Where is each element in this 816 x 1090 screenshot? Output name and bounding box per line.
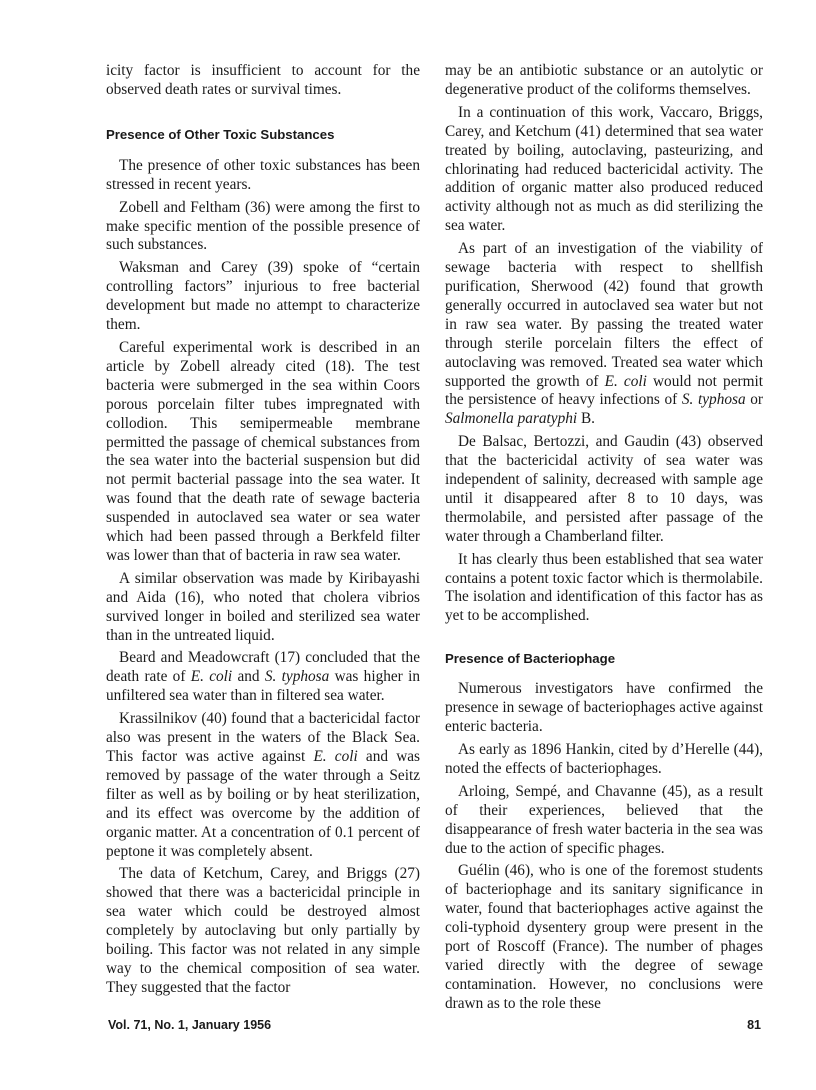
paragraph: Zobell and Feltham (36) were among the first to make specific mention of the possible presence of such substances. xyxy=(106,198,420,254)
paragraph: Arloing, Sempé, and Chavanne (45), as a result of their experiences, believed that the disappearance of fresh water bacteria in the sea was due to the action of specific phages. xyxy=(445,782,763,857)
paragraph: In a continuation of this work, Vaccaro, Briggs, Carey, and Ketchum (41) determined that sea water treated by boiling, autoclaving, pasteurizing, and chlorinating had reduced bactericidal activity. The addition of organic matter also produced reduced activity although not as much as did sterilizing the sea water. xyxy=(445,103,763,235)
paragraph: Numerous investigators have confirmed the presence in sewage of bacteriophages active against enteric bacteria. xyxy=(445,680,763,736)
paragraph: Waksman and Carey (39) spoke of “certain controlling factors” injurious to free bacterial development but made no attempt to characterize them. xyxy=(106,259,420,334)
paragraph: icity factor is insufficient to account for the observed death rates or survival times. xyxy=(106,62,420,98)
paragraph: A similar observation was made by Kiribayashi and Aida (16), who noted that cholera vibrios survived longer in boiled and sterilized sea water than in the untreated liquid. xyxy=(106,569,420,644)
page-number: 81 xyxy=(747,1018,761,1032)
section-heading-toxic-substances: Presence of Other Toxic Substances xyxy=(106,126,335,142)
paragraph: Krassilnikov (40) found that a bactericidal factor also was present in the waters of the Black Sea. This factor was active against E. coli and was removed by passage of the water through a Seitz filter as well as by boiling or by heat sterilization, and its effect was overcome by the addition of organic matter. At a concentration of 0.1 percent of peptone it was completely absent. xyxy=(106,710,420,860)
journal-footer: Vol. 71, No. 1, January 1956 xyxy=(108,1018,272,1032)
paragraph: may be an antibiotic substance or an autolytic or degenerative product of the coliforms themselves. xyxy=(445,62,763,98)
paragraph: As part of an investigation of the viability of sewage bacteria with respect to shellfish purification, Sherwood (42) found that growth generally occurred in autoclaved sea water but not in raw sea water. By passing the treated water through sterile porcelain filters the effect of autoclaving was removed. Treated sea water which supported the growth of E. coli would not permit the persistence of heavy infections of S. typhosa or Salmonella paratyphi B. xyxy=(445,240,764,428)
paragraph: De Balsac, Bertozzi, and Gaudin (43) observed that the bactericidal activity of sea water was independent of salinity, decreased with sample age until it disappeared after 8 to 10 days, was thermolabile, and persisted after passage of the water through a Chamberland filter. xyxy=(445,433,763,545)
paragraph: It has clearly thus been established that sea water contains a potent toxic factor which is thermolabile. The isolation and identification of this factor has as yet to be accomplished. xyxy=(445,550,763,625)
paragraph: As early as 1896 Hankin, cited by d’Herelle (44), noted the effects of bacteriophages. xyxy=(445,741,763,777)
paragraph: Careful experimental work is described in an article by Zobell already cited (18). The test bacteria were submerged in the sea within Coors porous porcelain filter tubes impregnated with collodion. This semipermeable membrane permitted the passage of chemical substances from the sea water into the bacterial suspension but did not permit bacterial passage into the sea water. It was found that the death rate of sewage bacteria suspended in autoclaved sea water or sea water which had been passed through a Berkfeld filter was lower than that of bacteria in raw sea water. xyxy=(106,338,420,564)
left-column xyxy=(106,62,420,1002)
paragraph: The presence of other toxic substances has been stressed in recent years. xyxy=(106,156,420,193)
right-column xyxy=(445,62,763,1018)
paragraph: Beard and Meadowcraft (17) concluded that the death rate of E. coli and S. typhosa was higher in unfiltered sea water than in filtered sea water. xyxy=(106,649,420,705)
paragraph: The data of Ketchum, Carey, and Briggs (27) showed that there was a bactericidal principle in sea water which could be destroyed almost completely by autoclaving but only partially by boiling. This factor was not related in any simple way to the chemical composition of sea water. They suggested that the factor xyxy=(106,865,420,996)
paragraph: Guélin (46), who is one of the foremost students of bacteriophage and its sanitary significance in water, found that bacteriophages active against the coli-typhoid dysentery group were present in the port of Roscoff (France). The number of phages varied directly with the degree of sewage contamination. However, no conclusions were drawn as to the role these xyxy=(445,862,763,1012)
section-heading-bacteriophage: Presence of Bacteriophage xyxy=(445,651,616,667)
